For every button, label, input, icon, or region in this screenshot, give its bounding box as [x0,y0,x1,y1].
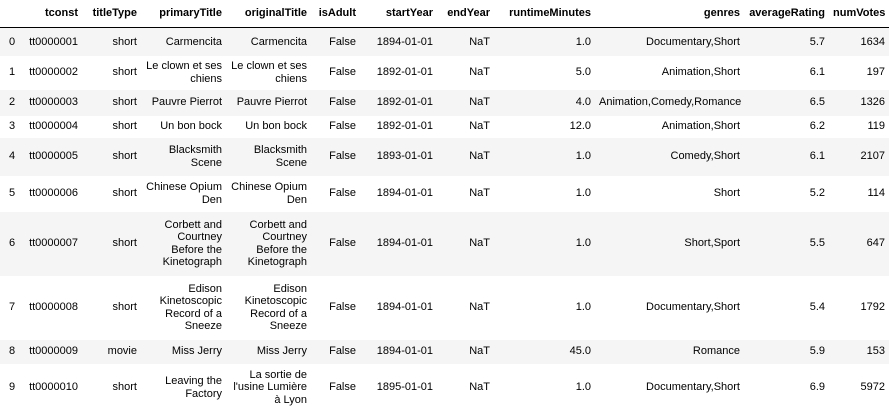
cell-runtimeminutes: 1.0 [575,187,591,200]
cell-tconst: tt0000007 [29,237,78,250]
cell-tconst: tt0000004 [29,120,78,133]
cell-endyear: NaT [469,345,490,358]
table-row [0,138,889,176]
cell-endyear: NaT [469,120,490,133]
table-row [0,90,889,116]
cell-averagerating: 6.2 [809,120,825,133]
cell-endyear: NaT [469,35,490,48]
cell-primarytitle: Corbett and Courtney Before the Kinetograph [162,218,222,268]
cell-numvotes: 5972 [860,381,885,394]
cell-primarytitle: Carmencita [165,35,222,48]
cell-genres: Documentary,Short [646,35,740,48]
cell-isadult: False [329,120,356,133]
cell-averagerating: 6.9 [809,381,825,394]
cell-genres: Romance [692,345,740,358]
index-header [0,0,24,28]
cell-tconst: tt0000003 [29,96,78,109]
cell-isadult: False [329,187,356,200]
cell-runtimeminutes: 5.0 [575,66,591,79]
table-row [0,212,889,276]
cell-genres: Short,Sport [684,237,740,250]
cell-primarytitle: Edison Kinetoscopic Record of a Sneeze [159,282,222,332]
cell-startyear: 1894-01-01 [376,187,433,200]
cell-originaltitle: Blacksmith Scene [253,144,307,169]
row-index: 6 [9,237,16,250]
cell-isadult: False [329,345,356,358]
cell-genres: Short [713,187,740,200]
column-header-endyear: endYear [437,0,494,28]
cell-titletype: short [112,187,137,200]
cell-tconst: tt0000006 [29,187,78,200]
cell-tconst: tt0000010 [29,381,78,394]
row-index: 3 [9,120,16,133]
cell-titletype: short [112,96,137,109]
cell-runtimeminutes: 1.0 [575,381,591,394]
cell-originaltitle: Pauvre Pierrot [236,96,307,109]
row-index: 7 [9,301,16,314]
cell-runtimeminutes: 12.0 [569,120,591,133]
cell-titletype: short [112,237,137,250]
cell-runtimeminutes: 4.0 [575,96,591,109]
cell-primarytitle: Miss Jerry [171,345,222,358]
cell-titletype: short [112,381,137,394]
cell-endyear: NaT [469,237,490,250]
cell-averagerating: 5.9 [809,345,825,358]
cell-numvotes: 1634 [860,35,885,48]
column-header-averagerating: averageRating [744,0,829,28]
column-header-isadult: isAdult [311,0,360,28]
cell-genres: Animation,Short [661,120,740,133]
cell-originaltitle: Chinese Opium Den [231,181,307,206]
table-body [0,28,889,406]
table-row [0,276,889,340]
cell-numvotes: 153 [866,345,885,358]
cell-runtimeminutes: 1.0 [575,35,591,48]
cell-isadult: False [329,301,356,314]
cell-genres: Documentary,Short [646,301,740,314]
cell-originaltitle: Miss Jerry [256,345,307,358]
table-row [0,176,889,212]
cell-startyear: 1892-01-01 [376,66,433,79]
cell-runtimeminutes: 1.0 [575,237,591,250]
cell-averagerating: 5.7 [809,35,825,48]
column-header-titletype: titleType [82,0,141,28]
cell-originaltitle: Corbett and Courtney Before the Kinetograph [247,218,307,268]
column-header-runtimeminutes: runtimeMinutes [494,0,595,28]
column-header-originaltitle: originalTitle [226,0,311,28]
cell-originaltitle: Un bon bock [245,120,307,133]
table-row [0,116,889,138]
cell-titletype: short [112,35,137,48]
cell-tconst: tt0000001 [29,35,78,48]
cell-titletype: short [112,301,137,314]
cell-primarytitle: Le clown et ses chiens [146,60,222,85]
cell-primarytitle: Pauvre Pierrot [151,96,222,109]
column-header-startyear: startYear [360,0,437,28]
cell-genres: Animation,Comedy,Romance [599,96,742,109]
header-row [0,0,889,28]
cell-originaltitle: Le clown et ses chiens [231,60,307,85]
cell-averagerating: 5.5 [809,237,825,250]
cell-startyear: 1894-01-01 [376,237,433,250]
row-index: 5 [9,187,16,200]
cell-startyear: 1894-01-01 [376,35,433,48]
table-header [0,0,889,28]
cell-endyear: NaT [469,381,490,394]
cell-isadult: False [329,381,356,394]
cell-averagerating: 6.1 [809,150,825,163]
cell-tconst: tt0000002 [29,66,78,79]
column-header-numvotes: numVotes [829,0,889,28]
cell-numvotes: 1326 [860,96,885,109]
cell-numvotes: 119 [867,120,885,133]
table-row [0,340,889,364]
cell-titletype: movie [107,345,137,358]
cell-endyear: NaT [469,96,490,109]
cell-isadult: False [329,35,356,48]
cell-numvotes: 1792 [860,301,885,314]
cell-genres: Documentary,Short [646,381,740,394]
cell-tconst: tt0000009 [29,345,78,358]
cell-primarytitle: Chinese Opium Den [146,181,222,206]
cell-originaltitle: Edison Kinetoscopic Record of a Sneeze [244,282,307,332]
cell-isadult: False [329,66,356,79]
cell-numvotes: 647 [866,237,885,250]
cell-endyear: NaT [469,150,490,163]
cell-isadult: False [329,96,356,109]
cell-startyear: 1892-01-01 [376,96,433,109]
row-index: 9 [9,381,16,394]
cell-primarytitle: Blacksmith Scene [168,144,222,169]
cell-averagerating: 6.5 [809,96,825,109]
cell-numvotes: 197 [866,66,885,79]
cell-primarytitle: Leaving the Factory [165,375,222,400]
cell-averagerating: 6.1 [809,66,825,79]
cell-averagerating: 5.4 [809,301,825,314]
cell-tconst: tt0000008 [29,301,78,314]
cell-startyear: 1894-01-01 [376,345,433,358]
table-row [0,364,889,406]
cell-runtimeminutes: 1.0 [575,150,591,163]
cell-isadult: False [329,150,356,163]
cell-startyear: 1895-01-01 [376,381,433,394]
cell-originaltitle: La sortie de l'usine Lumière à Lyon [233,368,307,406]
row-index: 0 [9,35,16,48]
cell-primarytitle: Un bon bock [160,120,222,133]
cell-endyear: NaT [469,187,490,200]
cell-numvotes: 114 [867,187,885,200]
row-index: 4 [9,150,16,163]
cell-genres: Animation,Short [661,66,740,79]
cell-startyear: 1893-01-01 [376,150,433,163]
table-row [0,56,889,90]
cell-genres: Comedy,Short [670,150,740,163]
row-index: 2 [9,96,16,109]
column-header-tconst: tconst [24,0,82,28]
cell-numvotes: 2107 [860,150,885,163]
cell-runtimeminutes: 45.0 [569,345,591,358]
cell-titletype: short [112,150,137,163]
cell-titletype: short [112,120,137,133]
cell-startyear: 1892-01-01 [376,120,433,133]
row-index: 1 [9,66,16,79]
column-header-genres: genres [595,0,744,28]
cell-endyear: NaT [469,66,490,79]
column-header-primarytitle: primaryTitle [141,0,226,28]
cell-endyear: NaT [469,301,490,314]
cell-originaltitle: Carmencita [250,35,307,48]
table-row [0,28,889,56]
cell-tconst: tt0000005 [29,150,78,163]
cell-averagerating: 5.2 [809,187,825,200]
cell-runtimeminutes: 1.0 [575,301,591,314]
cell-titletype: short [112,66,137,79]
row-index: 8 [9,345,16,358]
cell-isadult: False [329,237,356,250]
cell-startyear: 1894-01-01 [376,301,433,314]
